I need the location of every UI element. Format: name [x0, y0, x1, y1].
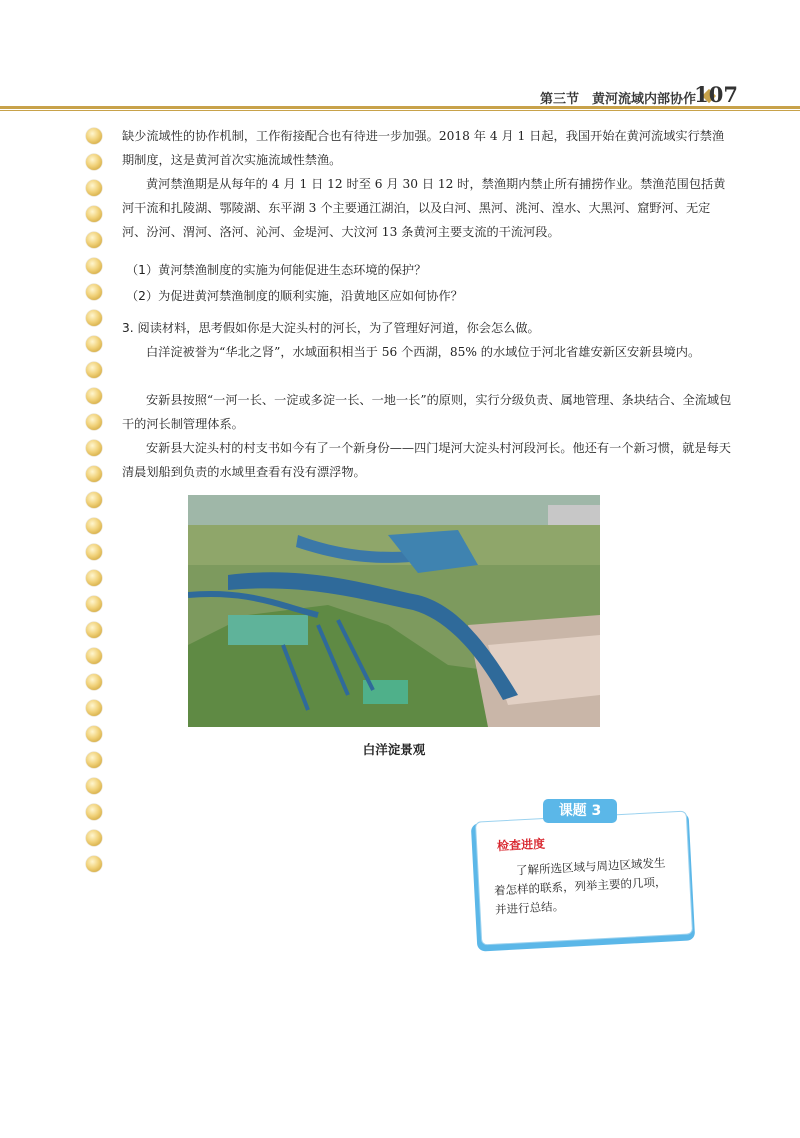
paragraph-3: 白洋淀被誉为“华北之肾”，水域面积相当于 56 个西湖，85% 的水域位于河北省雄安新区安新县境内。	[146, 345, 701, 359]
task-card-text: 了解所选区域与周边区域发生着怎样的联系，列举主要的几项，并进行总结。	[493, 855, 667, 917]
binder-hole	[86, 180, 102, 196]
binder-hole	[86, 440, 102, 456]
binder-hole	[86, 518, 102, 534]
binder-hole	[86, 258, 102, 274]
paragraph-5: 安新县大淀头村的村支书如今有了一个新身份——四门堤河大淀头村河段河长。他还有一个新习惯，就是每天清晨划船到负责的水域里查看有没有漂浮物。	[122, 441, 731, 479]
binder-hole	[86, 622, 102, 638]
binder-hole	[86, 544, 102, 560]
section-title: 第三节 黄河流域内部协作	[539, 92, 696, 107]
binder-hole	[86, 596, 102, 612]
binder-hole	[86, 154, 102, 170]
binder-hole	[86, 232, 102, 248]
binder-hole	[86, 778, 102, 794]
paragraph-1: 缺少流域性的协作机制，工作衔接配合也有待进一步加强。2018 年 4 月 1 日起，我国开始在黄河流域实行禁渔期制度，这是黄河首次实施流域性禁渔。	[122, 129, 725, 167]
binder-hole	[86, 804, 102, 820]
binder-hole	[86, 570, 102, 586]
binder-hole	[86, 492, 102, 508]
question-3: 3. 阅读材料，思考假如你是大淀头村的河长，为了管理好河道，你会怎么做。	[122, 321, 540, 335]
binder-hole	[86, 284, 102, 300]
question-2: （2）为促进黄河禁渔制度的顺利实施，沿黄地区应如何协作？	[126, 289, 463, 303]
paragraph-4: 安新县按照“一河一长、一淀或多淀一长、一地一长”的原则，实行分级负责、属地管理、条块结合、全流域包干的河长制管理体系。	[122, 393, 732, 431]
photo-illustration	[188, 495, 600, 727]
binder-hole	[86, 830, 102, 846]
binder-hole	[86, 206, 102, 222]
figure-caption: 白洋淀景观	[362, 742, 426, 757]
binder-hole	[86, 752, 102, 768]
question-1: （1）黄河禁渔制度的实施为何能促进生态环境的保护？	[126, 263, 427, 277]
binder-hole	[86, 414, 102, 430]
binder-hole	[86, 388, 102, 404]
baiyangdian-aerial-photo	[188, 495, 600, 727]
task-card-tab: 课题 3	[543, 799, 617, 823]
binder-hole	[86, 128, 102, 144]
page-number: 107	[694, 82, 738, 107]
header-rule-thin	[0, 110, 800, 111]
binder-hole	[86, 856, 102, 872]
paragraph-2: 黄河禁渔期是从每年的 4 月 1 日 12 时至 6 月 30 日 12 时，禁渔期内禁止所有捕捞作业。禁渔范围包括黄河干流和扎陵湖、鄂陵湖、东平湖 3 个主要通江湖泊，以及白河、黑河、洮河、湟水、大黑河、窟野河、无定河、汾河、渭河、洛河、沁河、金堤河、大汶河 13 条黄河主要支流的干流河段。	[122, 177, 726, 239]
binder-hole	[86, 674, 102, 690]
binder-hole	[86, 648, 102, 664]
binder-hole	[86, 310, 102, 326]
task-card-heading: 检查进度	[496, 836, 546, 854]
binder-hole	[86, 466, 102, 482]
binder-hole	[86, 336, 102, 352]
binder-hole	[86, 700, 102, 716]
binder-hole	[86, 362, 102, 378]
binder-hole	[86, 726, 102, 742]
